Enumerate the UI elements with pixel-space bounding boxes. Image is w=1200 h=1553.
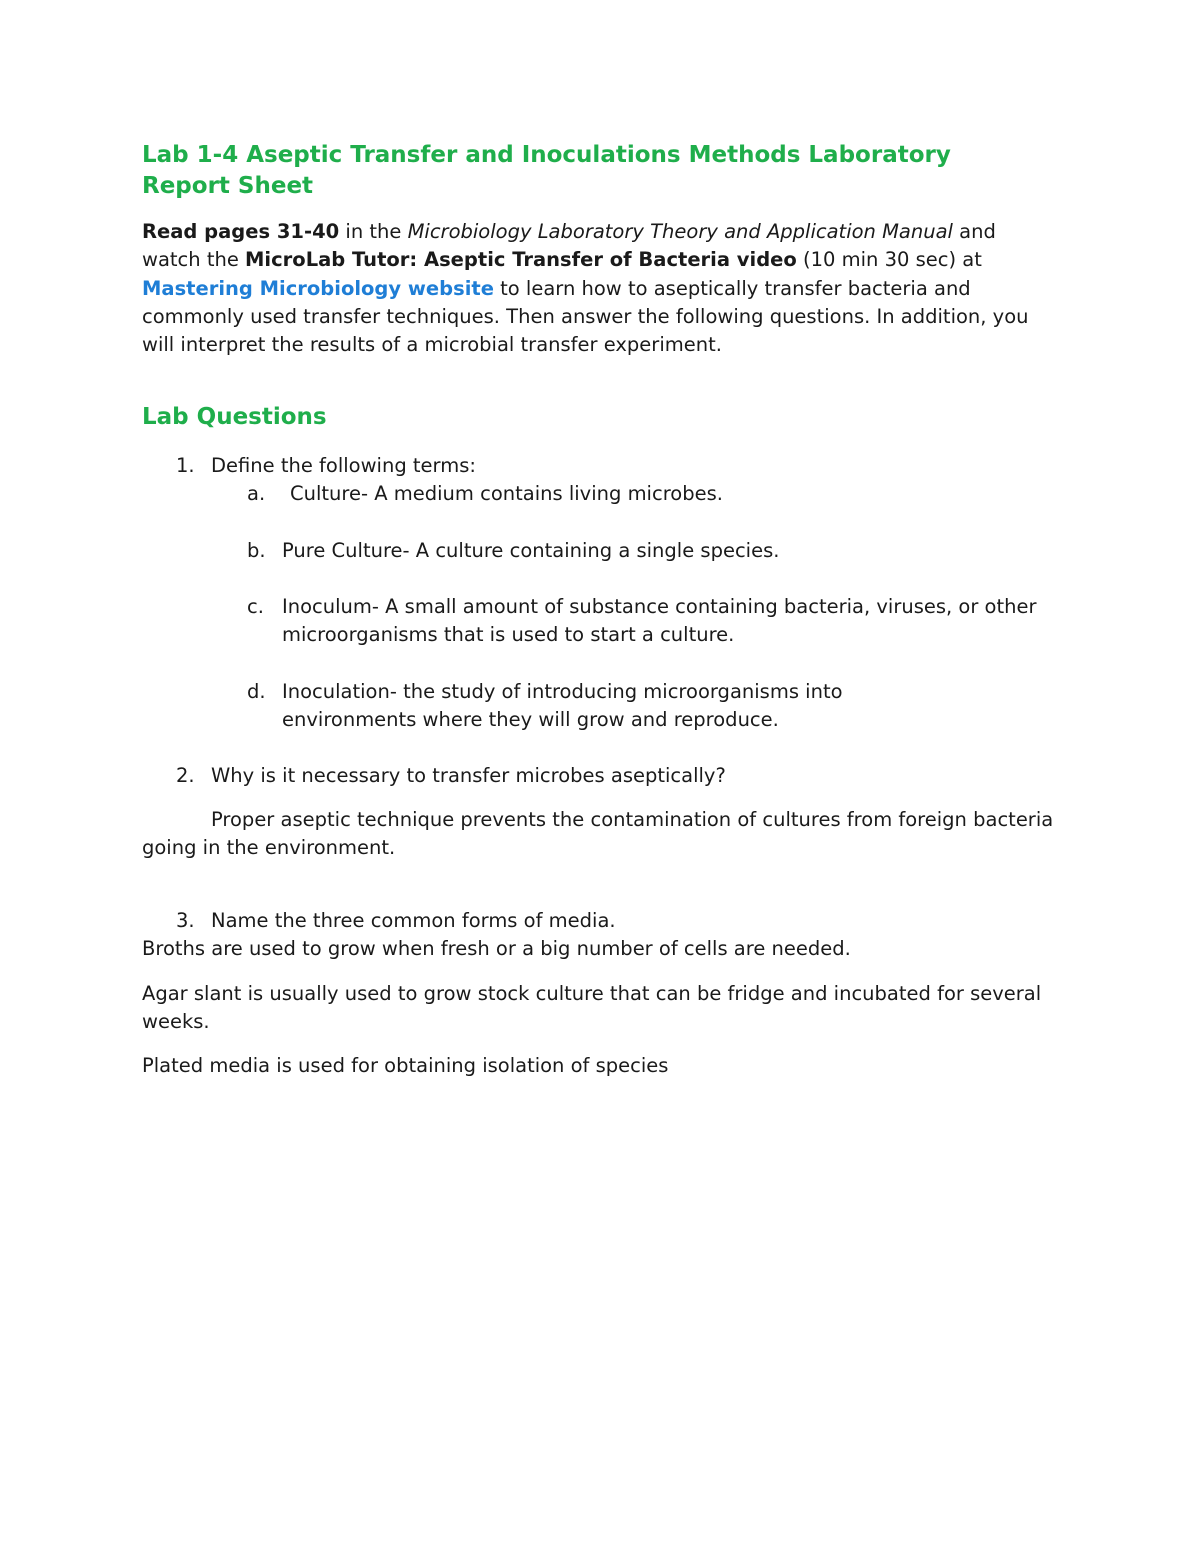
manual-title: Microbiology Laboratory Theory and Application Manual	[407, 220, 953, 243]
term-b-letter: b.	[247, 539, 266, 562]
question-1-number: 1.	[176, 454, 195, 477]
term-c-definition: Inoculum- A small amount of substance containing bacteria, viruses, or other microorganisms that is used to start a culture.	[282, 595, 1037, 647]
question-2-text: Why is it necessary to transfer microbes aseptically?	[211, 764, 726, 787]
question-3-text: Name the three common forms of media.	[211, 909, 616, 932]
media-answer-agar-slant: Agar slant is usually used to grow stock culture that can be fridge and incubated for several weeks.	[142, 982, 1042, 1034]
read-pages-text: Read pages 31-40	[142, 220, 340, 243]
video-title: MicroLab Tutor: Aseptic Transfer of Bacteria video	[245, 248, 797, 272]
intro-duration: (10 min 30 sec) at	[796, 248, 982, 272]
media-answer-plated: Plated media is used for obtaining isolation of species	[142, 1054, 669, 1077]
term-d-definition: Inoculation- the study of introducing microorganisms into environments where they will grow and reproduce.	[282, 680, 843, 732]
intro-paragraph	[142, 218, 1057, 359]
question-1-text: Define the following terms:	[211, 454, 476, 477]
term-a-letter: a.	[247, 482, 266, 505]
term-d-letter: d.	[247, 680, 266, 703]
term-a-definition: Culture- A medium contains living microbes.	[290, 482, 723, 505]
question-3-number: 3.	[176, 909, 195, 932]
mastering-microbiology-link[interactable]: Mastering Microbiology website	[142, 276, 494, 300]
term-b-definition: Pure Culture- A culture containing a single species.	[282, 539, 780, 562]
question-2-number: 2.	[176, 764, 195, 787]
term-c-letter: c.	[247, 595, 264, 618]
intro-rest: to learn how to aseptically transfer bacteria and commonly used transfer techniques. Then answer the following questions. In addition, you will interpret the results of a microbial transfer experiment.	[142, 276, 1029, 357]
page-title: Lab 1-4 Aseptic Transfer and Inoculations Methods Laboratory Report Sheet	[142, 142, 951, 199]
question-2-answer: Proper aseptic technique prevents the contamination of cultures from foreign bacteria going in the environment.	[142, 808, 1054, 860]
media-answer-broths: Broths are used to grow when fresh or a big number of cells are needed.	[142, 937, 851, 960]
intro-in-the: in the	[339, 220, 408, 243]
lab-questions-heading: Lab Questions	[142, 404, 327, 430]
intro-and-watch: and watch the	[142, 220, 996, 272]
